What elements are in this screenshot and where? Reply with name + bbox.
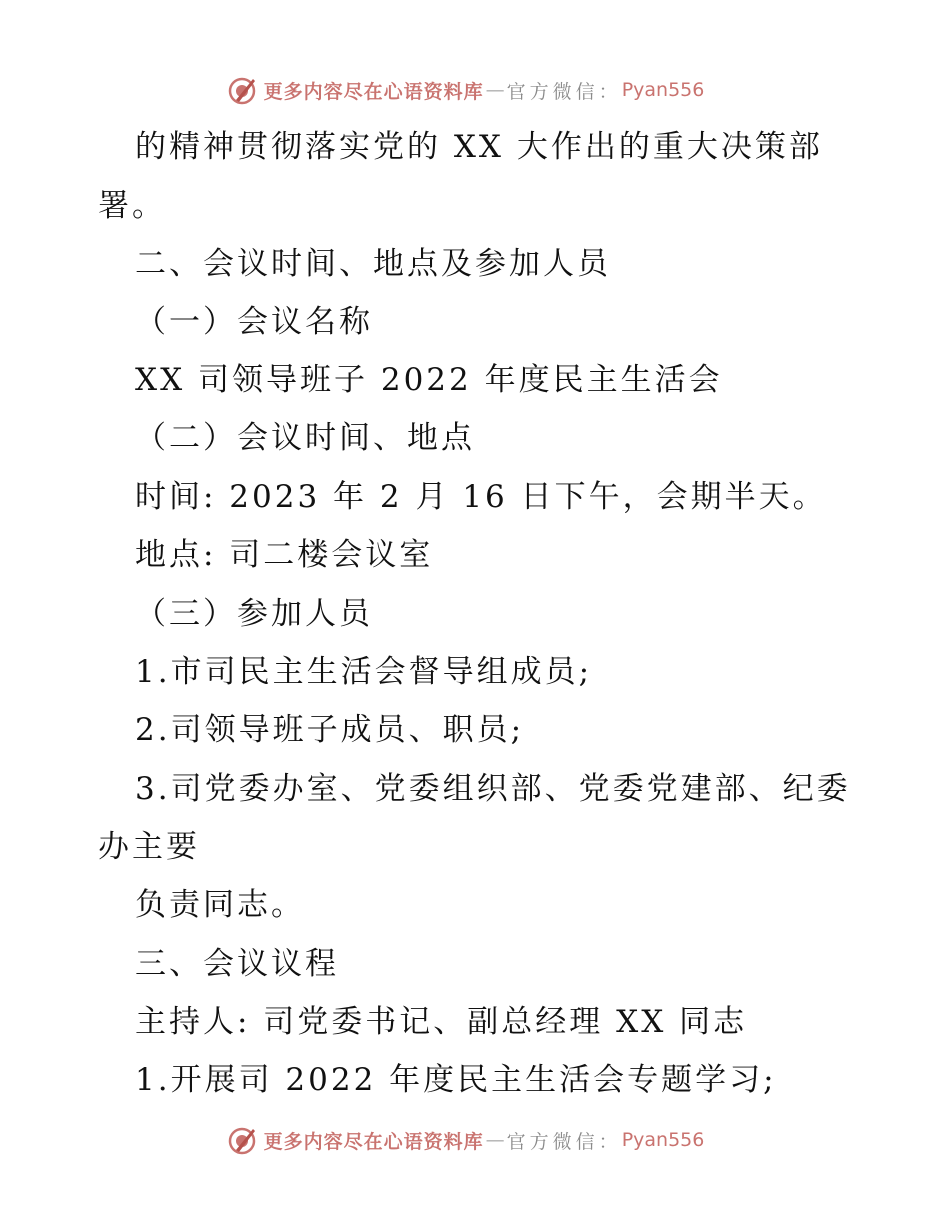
watermark-official-label: 官方微信： (506, 1130, 622, 1153)
list-item: 3.司党委办室、党委组织部、党委党建部、纪委 (135, 771, 851, 807)
subsection-heading: （三）参加人员 (135, 596, 373, 632)
list-item-continuation: 办主要 (98, 829, 200, 865)
paragraph-line: 负责同志。 (135, 887, 305, 923)
watermark-dash: — (485, 79, 505, 101)
list-item: 1.市司民主生活会督导组成员; (135, 654, 593, 690)
header-watermark (0, 70, 950, 110)
footer-watermark (0, 1120, 950, 1160)
paragraph-line: 署。 (98, 188, 166, 224)
watermark-dash: — (485, 1129, 505, 1151)
list-item: 1.开展司 2022 年度民主生活会专题学习; (135, 1062, 777, 1098)
paragraph-line: 时间: 2023 年 2 月 16 日下午，会期半天。 (135, 479, 827, 515)
watermark-text: 更多内容尽在心语资料库 (263, 1130, 484, 1153)
quill-seal-icon (226, 74, 258, 106)
watermark-official-label: 官方微信： (506, 80, 622, 103)
list-item: 2.司领导班子成员、职员; (135, 712, 525, 748)
subsection-heading: （二）会议时间、地点 (135, 420, 475, 456)
paragraph-line: XX 司领导班子 2022 年度民主生活会 (135, 362, 723, 398)
paragraph-line: 的精神贯彻落实党的 XX 大作出的重大决策部 (135, 129, 823, 165)
quill-seal-icon (226, 1124, 258, 1156)
paragraph-line: 主持人: 司党委书记、副总经理 XX 同志 (135, 1004, 748, 1040)
paragraph-line: 地点: 司二楼会议室 (135, 537, 434, 573)
watermark-wechat-id: Pyan556 (621, 79, 705, 101)
watermark-text: 更多内容尽在心语资料库 (263, 80, 484, 103)
section-heading: 二、会议时间、地点及参加人员 (135, 246, 611, 282)
section-heading: 三、会议议程 (135, 946, 339, 982)
subsection-heading: （一）会议名称 (135, 304, 373, 340)
watermark-wechat-id: Pyan556 (621, 1129, 705, 1151)
